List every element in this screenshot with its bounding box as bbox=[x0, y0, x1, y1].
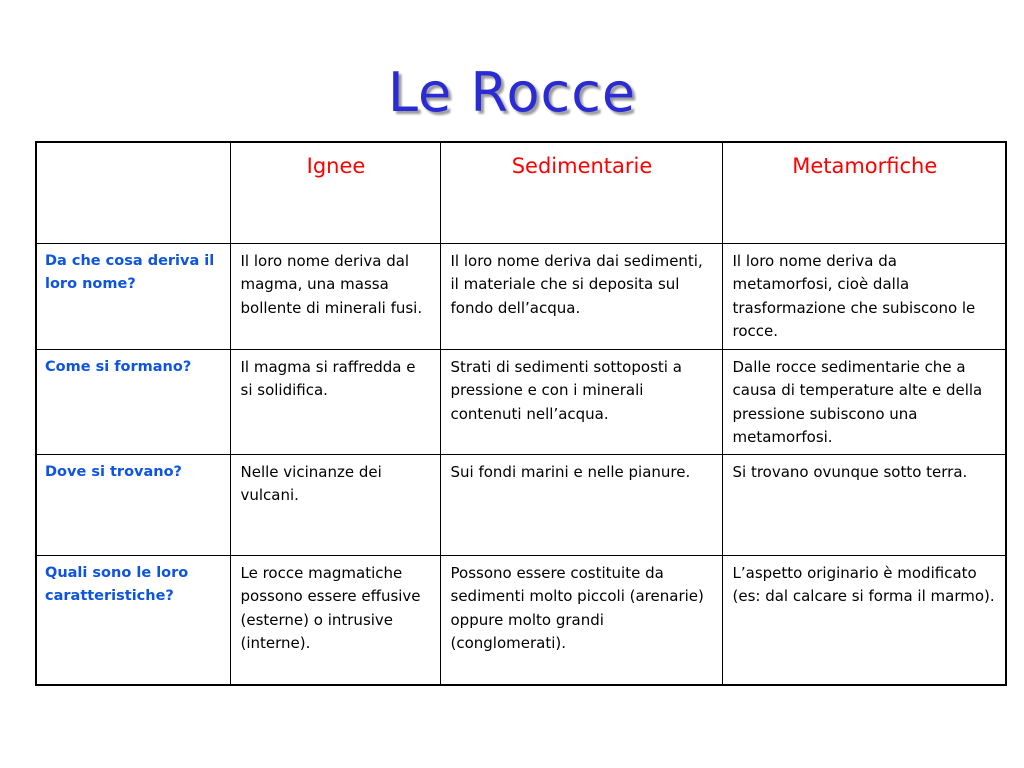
table-cell: Il loro nome deriva da metamorfosi, cioè dalla trasformazione che subiscono le rocce. bbox=[722, 243, 1006, 349]
row-header-luogo: Dove si trovano? bbox=[36, 454, 230, 555]
table-row bbox=[36, 349, 1006, 454]
table-cell: L’aspetto originario è modificato (es: dal calcare si forma il marmo). bbox=[722, 555, 1006, 685]
table-cell: Si trovano ovunque sotto terra. bbox=[722, 454, 1006, 555]
table-cell: Nelle vicinanze dei vulcani. bbox=[230, 454, 440, 555]
table-row bbox=[36, 555, 1006, 685]
table-row bbox=[36, 454, 1006, 555]
header-cell-metamorfiche: Metamorfiche bbox=[722, 142, 1006, 243]
table-cell: Le rocce magmatiche possono essere effusive (esterne) o intrusive (interne). bbox=[230, 555, 440, 685]
table-cell: Il loro nome deriva dai sedimenti, il materiale che si deposita sul fondo dell’acqua. bbox=[440, 243, 722, 349]
header-cell-sedimentarie: Sedimentarie bbox=[440, 142, 722, 243]
table-row bbox=[36, 243, 1006, 349]
table-cell: Strati di sedimenti sottoposti a pressione e con i minerali contenuti nell’acqua. bbox=[440, 349, 722, 454]
row-header-nome: Da che cosa deriva il loro nome? bbox=[36, 243, 230, 349]
table-cell: Possono essere costituite da sedimenti molto piccoli (arenarie) oppure molto grandi (conglomerati). bbox=[440, 555, 722, 685]
table-header-row bbox=[36, 142, 1006, 243]
row-header-formazione: Come si formano? bbox=[36, 349, 230, 454]
table-cell: Dalle rocce sedimentarie che a causa di temperature alte e della pressione subiscono una metamorfosi. bbox=[722, 349, 1006, 454]
header-cell-empty bbox=[36, 142, 230, 243]
table-cell: Il magma si raffredda e si solidifica. bbox=[230, 349, 440, 454]
table-cell: Sui fondi marini e nelle pianure. bbox=[440, 454, 722, 555]
table-cell: Il loro nome deriva dal magma, una massa bollente di minerali fusi. bbox=[230, 243, 440, 349]
page-title: Le Rocce bbox=[387, 61, 637, 124]
rock-comparison-table bbox=[35, 141, 1007, 686]
row-header-caratteristiche: Quali sono le loro caratteristiche? bbox=[36, 555, 230, 685]
header-cell-ignee: Ignee bbox=[230, 142, 440, 243]
